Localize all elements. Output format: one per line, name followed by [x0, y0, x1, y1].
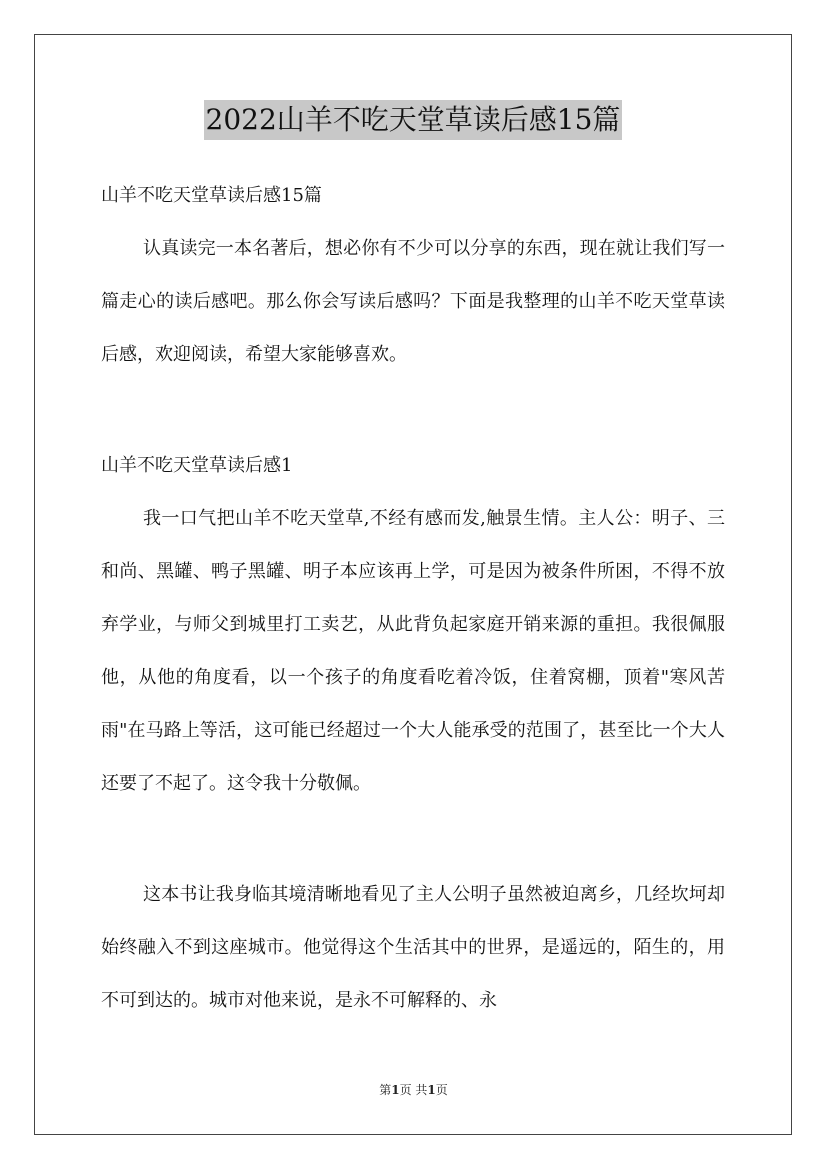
body-paragraph-1: 我一口气把山羊不吃天堂草,不经有感而发,触景生情。主人公：明子、三和尚、黑罐、鸭子黑罐、明子本应该再上学，可是因为被条件所困，不得不放弃学业，与师父到城里打工卖艺，从此背负起家庭开销来源的重担。我很佩服他，从他的角度看，以一个孩子的角度看吃着冷饭，住着窝棚，顶着"寒风苦雨"在马路上等活，这可能已经超过一个大人能承受的范围了，甚至比一个大人还要了不起了。这令我十分敬佩。	[101, 508, 725, 794]
page-footer	[0, 1082, 827, 1098]
footer-suffix: 页	[435, 1083, 448, 1097]
footer-total-pages: 1	[427, 1083, 436, 1097]
footer-prefix: 第	[379, 1083, 392, 1097]
title-container	[101, 100, 725, 140]
document-subtitle: 山羊不吃天堂草读后感15篇	[101, 185, 322, 206]
footer-mid: 页 共	[399, 1083, 428, 1097]
footer-current-page: 1	[391, 1083, 400, 1097]
body-paragraph-2: 这本书让我身临其境清晰地看见了主人公明子虽然被迫离乡，几经坎坷却始终融入不到这座城市。他觉得这个生活其中的世界，是遥远的，陌生的，用不可到达的。城市对他来说，是永不可解释的、永	[101, 884, 725, 1011]
document-title: 2022山羊不吃天堂草读后感15篇	[204, 100, 623, 140]
intro-paragraph: 认真读完一本名著后，想必你有不少可以分享的东西，现在就让我们写一篇走心的读后感吧。那么你会写读后感吗？下面是我整理的山羊不吃天堂草读后感，欢迎阅读，希望大家能够喜欢。	[101, 238, 725, 365]
section-heading: 山羊不吃天堂草读后感1	[101, 455, 293, 476]
